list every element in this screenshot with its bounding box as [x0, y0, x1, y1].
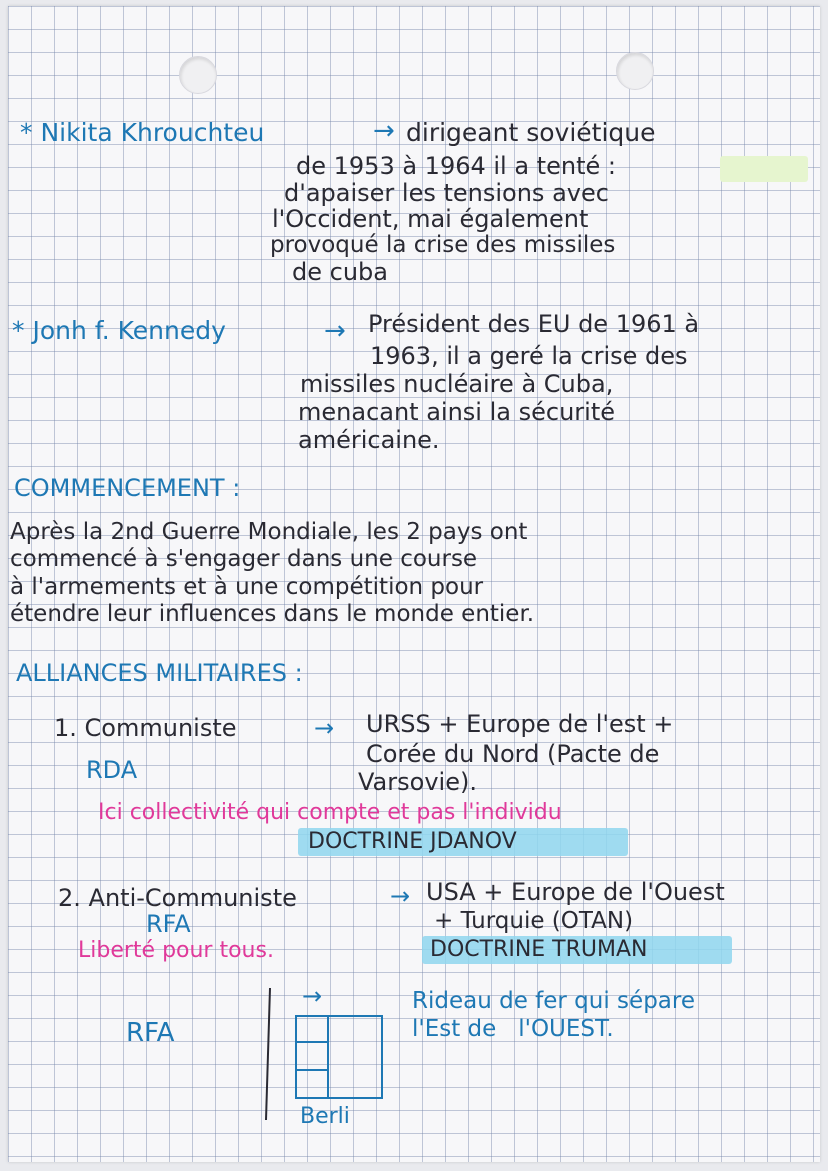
highlight-green: [720, 156, 808, 182]
khrouchtchev-line-3: d'apaiser les tensions avec: [284, 179, 609, 207]
alliance-1-line-2: Corée du Nord (Pacte de: [366, 740, 660, 768]
kennedy-line-2: 1963, il a geré la crise des: [370, 342, 688, 370]
commencement-line-2: commencé à s'engager dans une course: [10, 546, 478, 572]
commencement-heading: COMMENCEMENT :: [14, 474, 241, 502]
binder-hole-left: [179, 56, 217, 94]
kennedy-line-4: menacant ainsi la sécurité: [298, 398, 615, 426]
berlin-wall-diagram: [262, 984, 402, 1124]
doctrine-jdanov: DOCTRINE JDANOV: [308, 829, 517, 854]
alliances-heading: ALLIANCES MILITAIRES :: [16, 659, 303, 687]
kennedy-name: * Jonh f. Kennedy: [12, 316, 226, 345]
commencement-line-1: Après la 2nd Guerre Mondiale, les 2 pays ont: [10, 519, 528, 545]
alliance-2-note: Liberté pour tous.: [78, 938, 274, 963]
kennedy-line-1: Président des EU de 1961 à: [368, 310, 700, 338]
khrouchtchev-line-2: de 1953 à 1964 il a tenté :: [296, 152, 616, 180]
binder-hole-right: [616, 52, 654, 90]
arrow-icon: →: [302, 982, 323, 1010]
khrouchtchev-line-5: provoqué la crise des missiles: [270, 232, 616, 258]
arrow-icon: →: [324, 316, 346, 346]
khrouchtchev-line-6: de cuba: [292, 258, 388, 286]
alliance-2-sub: RFA: [146, 910, 191, 938]
alliance-2-label: 2. Anti-Communiste: [58, 884, 297, 912]
alliance-2-line-1: USA + Europe de l'Ouest: [426, 878, 725, 906]
commencement-line-4: étendre leur influences dans le monde entier.: [10, 601, 535, 627]
arrow-icon: →: [373, 116, 395, 146]
commencement-line-3: à l'armements et à une compétition pour: [10, 574, 484, 600]
alliance-1-line-3: Varsovie).: [358, 768, 477, 796]
diagram-caption-line-1: Rideau de fer qui sépare: [412, 988, 695, 1014]
kennedy-line-5: américaine.: [298, 426, 440, 454]
diagram-left-label: RFA: [126, 1018, 175, 1048]
doctrine-truman: DOCTRINE TRUMAN: [430, 937, 648, 962]
alliance-1-note: Ici collectivité qui compte et pas l'individu: [98, 800, 562, 825]
alliance-1-line-1: URSS + Europe de l'est +: [366, 710, 674, 738]
arrow-icon: →: [390, 882, 411, 910]
khrouchtchev-line-1: dirigeant soviétique: [406, 118, 656, 147]
alliance-1-sub: RDA: [86, 756, 138, 784]
notebook-page: [8, 6, 820, 1162]
diagram-caption-line-2: l'Est de l'OUEST.: [412, 1016, 614, 1042]
alliance-2-line-2: + Turquie (OTAN): [434, 908, 634, 934]
kennedy-line-3: missiles nucléaire à Cuba,: [300, 370, 614, 398]
arrow-icon: →: [314, 714, 335, 742]
diagram-bottom-label: Berli: [300, 1104, 350, 1129]
khrouchtchev-line-4: l'Occident, mai également: [272, 205, 589, 233]
khrouchtchev-name: * Nikita Khrouchteu: [20, 118, 265, 147]
alliance-1-label: 1. Communiste: [54, 714, 237, 742]
